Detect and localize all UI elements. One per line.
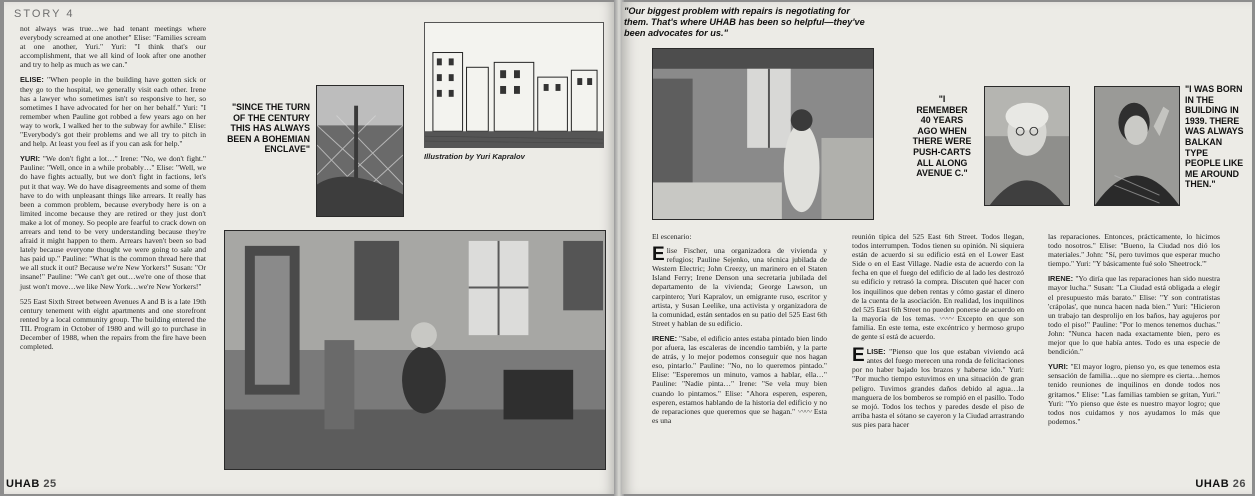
paragraph: 525 East Sixth Street between Avenues A and B is a late 19th century tenement with eight apartments and one storefront rented by a local community group. The building entered the TIL Program in October of 1980 and will go to purchase in December of 1988, when the repairs from the fire have been completed. (20, 296, 206, 352)
squiggle-ornament: 〰〰 (939, 313, 953, 323)
artist-studio-photo (224, 230, 606, 470)
paragraph: YURI: "El mayor logro, pienso yo, es que tenemos esta sensación de familia…que no siempre es cierta…hemos tenido reuniones de inquilinos en donde todos nos gritamos." Elise: "Las familias tambien se gritan, Yuri." Yuri: "Yo pienso que éste es nuestro mayor logro; que todos nos cuidamos y nos ayudamos lo más que podemos." (1048, 362, 1220, 426)
paragraph: Elise Fischer, una organizadora de vivienda y refugios; Pauline Sejenko, una técnica jubilada de Western Electric; John Creezy, un marinero en el Staten Island Ferry; Irene Denson una secretaria jubilada del departamento de la vivienda; George Lawson, un carpintero; Yuri Kapralov, un emigrante ruso, escritor y artista, y Susan Leelike, una activista y organizadora de la comunidad, están sentados en su patio del 525 East 6th Street y hablan de su edificio. (652, 244, 827, 328)
quote-century: "SINCE THE TURN OF THE CENTURY THIS HAS ALWAYS BEEN A BOHEMIAN ENCLAVE" (227, 102, 310, 155)
portrait-elderly-woman (984, 86, 1070, 206)
paragraph: reunión típica del 525 East 6th Street. Todos llegan, todos interrumpen. Todos tienen su opinión. Ni siquiera están de acuerdo si su edificio está en el Lower East Side o en el East Village. Nadie esta de acuerdo con la fecha en que el fuego del edificio de al lado les destrozó su edificio y retrasó la compra. Discuten qué hacer con los inquilinos que deben rentas y cómo gastar el dinero de la cuenta de la asociación. En realidad, los inquilinos del 525 East 6th Street no pueden ponerse de acuerdo en la mayoría de los temas. 〰〰 Excepto en que son familia. En este tema, este excéntrico y hermoso grupo de gente sí está de acuerdo. (852, 232, 1024, 342)
kitchen-photo (652, 48, 874, 220)
quote-balkan: "I WAS BORN IN THE BUILDING IN 1939. THERE WAS ALWAYS BALKAN TYPE PEOPLE LIKE ME AROUND THEN." (1185, 84, 1244, 190)
building-illustration (424, 22, 604, 148)
left-page (4, 2, 616, 494)
paragraph: IRENE: "Yo diría que las reparaciones han sido nuestra mayor lucha." Susan: "La Ciudad está obligada a elegir el presupuesto más barato." Elise: "Y son contratistas 'crápolas', que nunca hacen nada bien." Yuri: "Hicieron un trabajo tan desprolijo en los baños, hay agujeros por todo el piso!" Pauline: "Por lo menos tenemos duchas." John: "Nunca hacen nada exactamente bien, pero es mejor que lo que había antes. Todo es una especie de bendición." (1048, 274, 1220, 357)
pull-quote: "Our biggest problem with repairs is negotiating for them. That's where UHAB has been so helpful—they've been advocates for us." (624, 6, 865, 38)
quote-pushcarts: "I REMEMBER 40 YEARS AGO WHEN THERE WERE PUSH-CARTS ALL ALONG AVENUE C." (912, 94, 972, 179)
spanish-column-3 (1048, 232, 1220, 432)
paragraph: not always was true…we had tenant meetings where everybody screamed at one another" Elise: "Families scream at one another, Yuri." Yuri: "I think that's our accomplishment, that we all kind of look after one another and try to help as much as we can." (20, 24, 206, 70)
story-label: STORY 4 (14, 8, 75, 20)
left-folio: UHAB 25 (6, 478, 57, 490)
portrait-woman-hand (1094, 86, 1180, 206)
illustration-caption: Illustration by Yuri Kapralov (424, 152, 525, 161)
spanish-column-1 (652, 232, 827, 431)
spanish-column-2 (852, 232, 1024, 435)
paragraph: ELISE: "When people in the building have gotten sick or they go to the hospital, we generally visit each other. Irene has a lawyer who sometimes isn't so responsive to her, so sometimes I have advocated for her on her behalf." Yuri: "I remember when Pauline got robbed a few years ago on her way to work, I walked her to the subway for awhile." Elise: "Everybody's got their problems and we all try to pitch in and help. At least you feel as if you can ask for help." (20, 75, 207, 149)
garden-fence-photo (316, 85, 404, 217)
right-page (622, 2, 1252, 494)
paragraph: las reparaciones. Entonces, prácticamente, lo hicimos todo nosotros." Elise: "Bueno, la Ciudad nos dió los materiales." John: "Sí, pero tuvimos que esperar mucho tiempo." Yuri: "Y básicamente fué solo 'Sheetrock.'" (1048, 232, 1220, 269)
escenario-label: El escenario: (652, 232, 692, 241)
paragraph: YURI: "We don't fight a lot…" Irene: "No, we don't fight." Pauline: "Well, once in a while probably…" Elise: "Well, we do have fights actually, but we don't fight in factions, let's put it that way. We do have disagreements and some of them have to do with unpleasant things like arrears. It really has been a common problem, because everybody here is on a limited income because they are retired or they just don't make a lot of money. So people are fearful to crack down on arrears and tend to be very understanding because they're afraid it might happen to them. Arrears haven't been so bad lately because everyone thought we were going to sale and has paid up." Pauline: "What is the common thread here that we all stuck it out? Because we're New Yorkers!" Susan: "Or insane!" Pauline: "We can't get out…we're one of those that just won't move…we like New York…we're New Yorkers!" (20, 154, 206, 291)
left-text-column (20, 24, 206, 357)
right-folio: UHAB 26 (1195, 478, 1246, 490)
squiggle-ornament: 〰〰 (797, 406, 812, 416)
paragraph: ELISE: "Pienso que los que estaban viviendo acá antes del fuego merecen una ronda de felicitaciones por no haber bajado los brazos y haberse ido." Yuri: "Por mucho tiempo estuvimos en una situación de gran peligro. Tuvimos grandes daños debido al agua…la manguera de los bomberos se rompió en el pasillo. Todo se mojó. Todos los techos y paredes desde el piso de arriba hasta el sótano se cayeron y la Ciudad arrastrando sus pies para hacer (852, 345, 1024, 429)
paragraph: IRENE: "Sabe, el edificio antes estaba pintado bien lindo por afuera, las escaleras de incendio también, y la parte de atrás, y lo mejor podemos conseguir que nos hagan eso, pintarlo." Pauline: "No, no lo queremos pintado." Elise: "Esperemos un minuto, vamos a hablar, ella…" Pauline: "Nadie pinta…" Irene: "Se vela muy bien cuando lo pintamos." Elise: "Ahora esperen, esperen, esperen, estamos hablando de la historia del edificio y no de reparaciones que queremos que se hagan." 〰〰 Esta es una (652, 333, 827, 425)
